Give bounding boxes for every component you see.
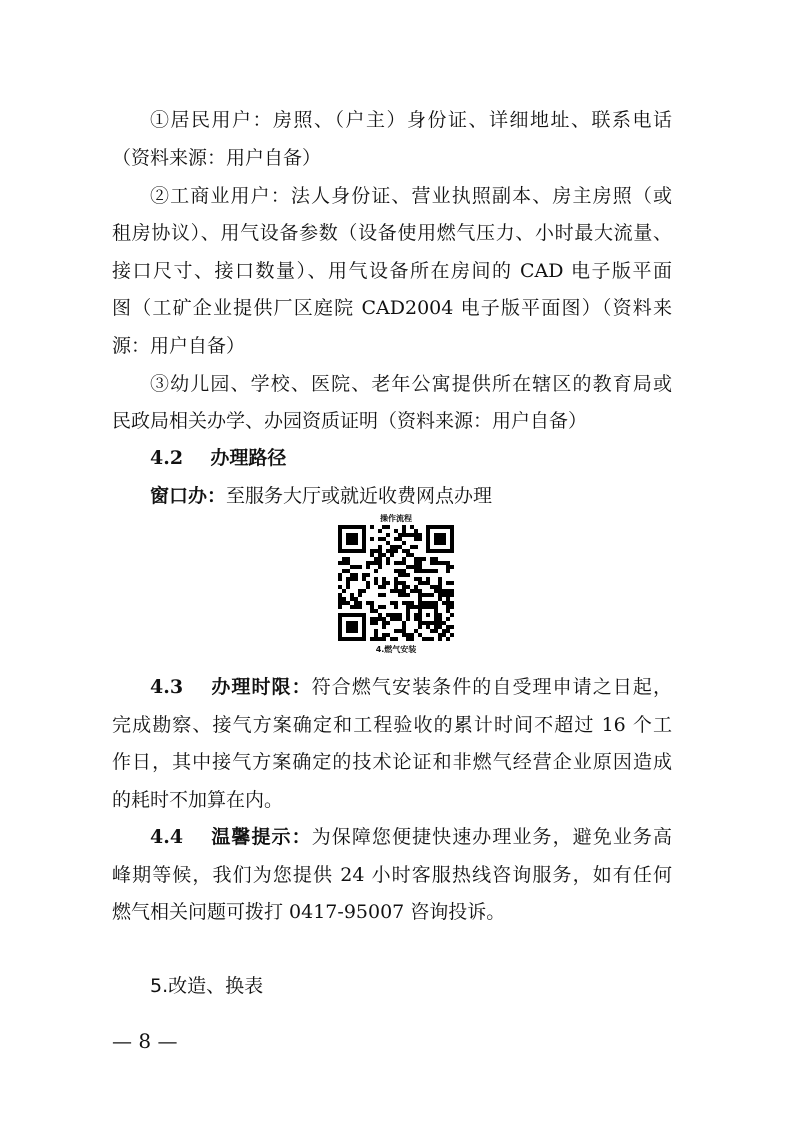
section-number: 4.2 <box>150 447 184 469</box>
commercial-requirements-line-4: 图（工矿企业提供厂区庭院 CAD2004 电子版平面图）（资料来 <box>112 297 672 319</box>
section-4-3-line-1 <box>150 673 672 701</box>
qr-code-image <box>338 525 454 641</box>
commercial-requirements-line-1: ②工商业用户：法人身份证、营业执照副本、房主房照（或 <box>150 185 672 207</box>
section-4-4-label: 温馨提示： <box>211 826 312 848</box>
section-4-3-line-4: 的耗时不加算在内。 <box>112 789 284 811</box>
qr-top-caption: 操作流程 <box>380 514 412 523</box>
section-4-3-text: 符合燃气安装条件的自受理申请之日起， <box>311 676 672 698</box>
commercial-requirements-line-2: 租房协议）、用气设备参数（设备使用燃气压力、小时最大流量、 <box>112 222 672 244</box>
window-service-text: 至服务大厅或就近收费网点办理 <box>226 485 493 507</box>
commercial-requirements-line-3: 接口尺寸、接口数量）、用气设备所在房间的 CAD 电子版平面 <box>112 260 672 282</box>
qr-code-block <box>330 513 462 655</box>
qr-bottom-caption: 4.燃气安装 <box>375 645 417 654</box>
residential-requirements-line-2: （资料来源：用户自备） <box>112 147 322 169</box>
section-4-3-line-3: 作日，其中接气方案确定的技术论证和非燃气经营企业原因造成 <box>112 751 672 773</box>
kindergarten-requirements-line-2: 民政局相关办学、办园资质证明（资料来源：用户自备） <box>112 410 588 432</box>
window-service-label: 窗口办： <box>150 485 227 507</box>
section-4-3-number: 4.3 <box>150 676 184 698</box>
section-4-4-line-2: 峰期等候，我们为您提供 24 小时客服热线咨询服务，如有任何 <box>112 864 672 886</box>
kindergarten-requirements-line-1: ③幼儿园、学校、医院、老年公寓提供所在辖区的教育局或 <box>150 373 672 395</box>
section-4-4-line-3: 燃气相关问题可拨打 0417-95007 咨询投诉。 <box>112 901 506 923</box>
section-4-4-line-1 <box>150 823 672 851</box>
window-service-line <box>150 482 672 510</box>
section-4-3-line-2: 完成勘察、接气方案确定和工程验收的累计时间不超过 16 个工 <box>112 714 672 736</box>
section-title: 办理路径 <box>210 447 287 469</box>
section-5-heading: 5.改造、换表 <box>150 975 264 997</box>
section-4-2-heading <box>150 444 672 472</box>
section-4-4-text: 为保障您便捷快速办理业务，避免业务高 <box>311 826 672 848</box>
page-number: — 8 — <box>112 1029 178 1053</box>
section-4-4-number: 4.4 <box>150 826 184 848</box>
commercial-requirements-line-5: 源：用户自备） <box>112 335 246 357</box>
residential-requirements-line-1: ①居民用户：房照、（户主）身份证、详细地址、联系电话 <box>150 109 672 131</box>
section-4-3-label: 办理时限： <box>211 676 312 698</box>
